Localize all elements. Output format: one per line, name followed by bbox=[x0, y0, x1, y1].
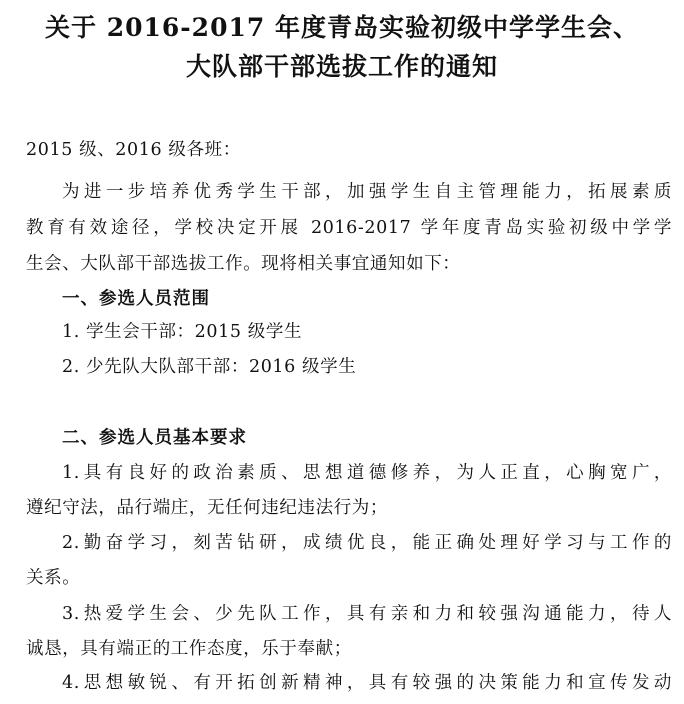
requirement-line: 遵纪守法，品行端庄，无任何违纪违法行为； bbox=[26, 498, 388, 518]
requirement-line: 关系。 bbox=[26, 568, 81, 588]
section-2-heading: 二、参选人员基本要求 bbox=[62, 428, 247, 448]
requirement-line: 4.思想敏锐、有开拓创新精神，具有较强的决策能力和宣传发动 bbox=[62, 673, 672, 693]
requirement-line: 3.热爱学生会、少先队工作，具有亲和力和较强沟通能力，待人 bbox=[62, 604, 672, 624]
intro-line: 生会、大队部干部选拔工作。现将相关事宜通知如下： bbox=[26, 254, 461, 274]
requirement-line: 2.勤奋学习，刻苦钻研，成绩优良，能正确处理好学习与工作的 bbox=[62, 533, 672, 553]
requirement-line: 诚恳，具有端正的工作态度，乐于奉献； bbox=[26, 639, 352, 659]
title-line-2: 大队部干部选拔工作的通知 bbox=[185, 52, 498, 81]
intro-line: 为进一步培养优秀学生干部，加强学生自主管理能力，拓展素质 bbox=[62, 182, 672, 202]
intro-line: 教育有效途径，学校决定开展 2016-2017 学年度青岛实验初级中学学 bbox=[26, 218, 672, 238]
title-line-1: 关于 2016-2017 年度青岛实验初级中学学生会、 bbox=[45, 13, 639, 42]
section-1-item: 1. 学生会干部：2015 级学生 bbox=[62, 322, 303, 342]
section-1-item: 2. 少先队大队部干部：2016 级学生 bbox=[62, 357, 357, 377]
section-1-heading: 一、参选人员范围 bbox=[62, 289, 210, 309]
addressee: 2015 级、2016 级各班： bbox=[26, 140, 241, 160]
requirement-line: 1.具有良好的政治素质、思想道德修养，为人正直，心胸宽广， bbox=[62, 463, 672, 483]
